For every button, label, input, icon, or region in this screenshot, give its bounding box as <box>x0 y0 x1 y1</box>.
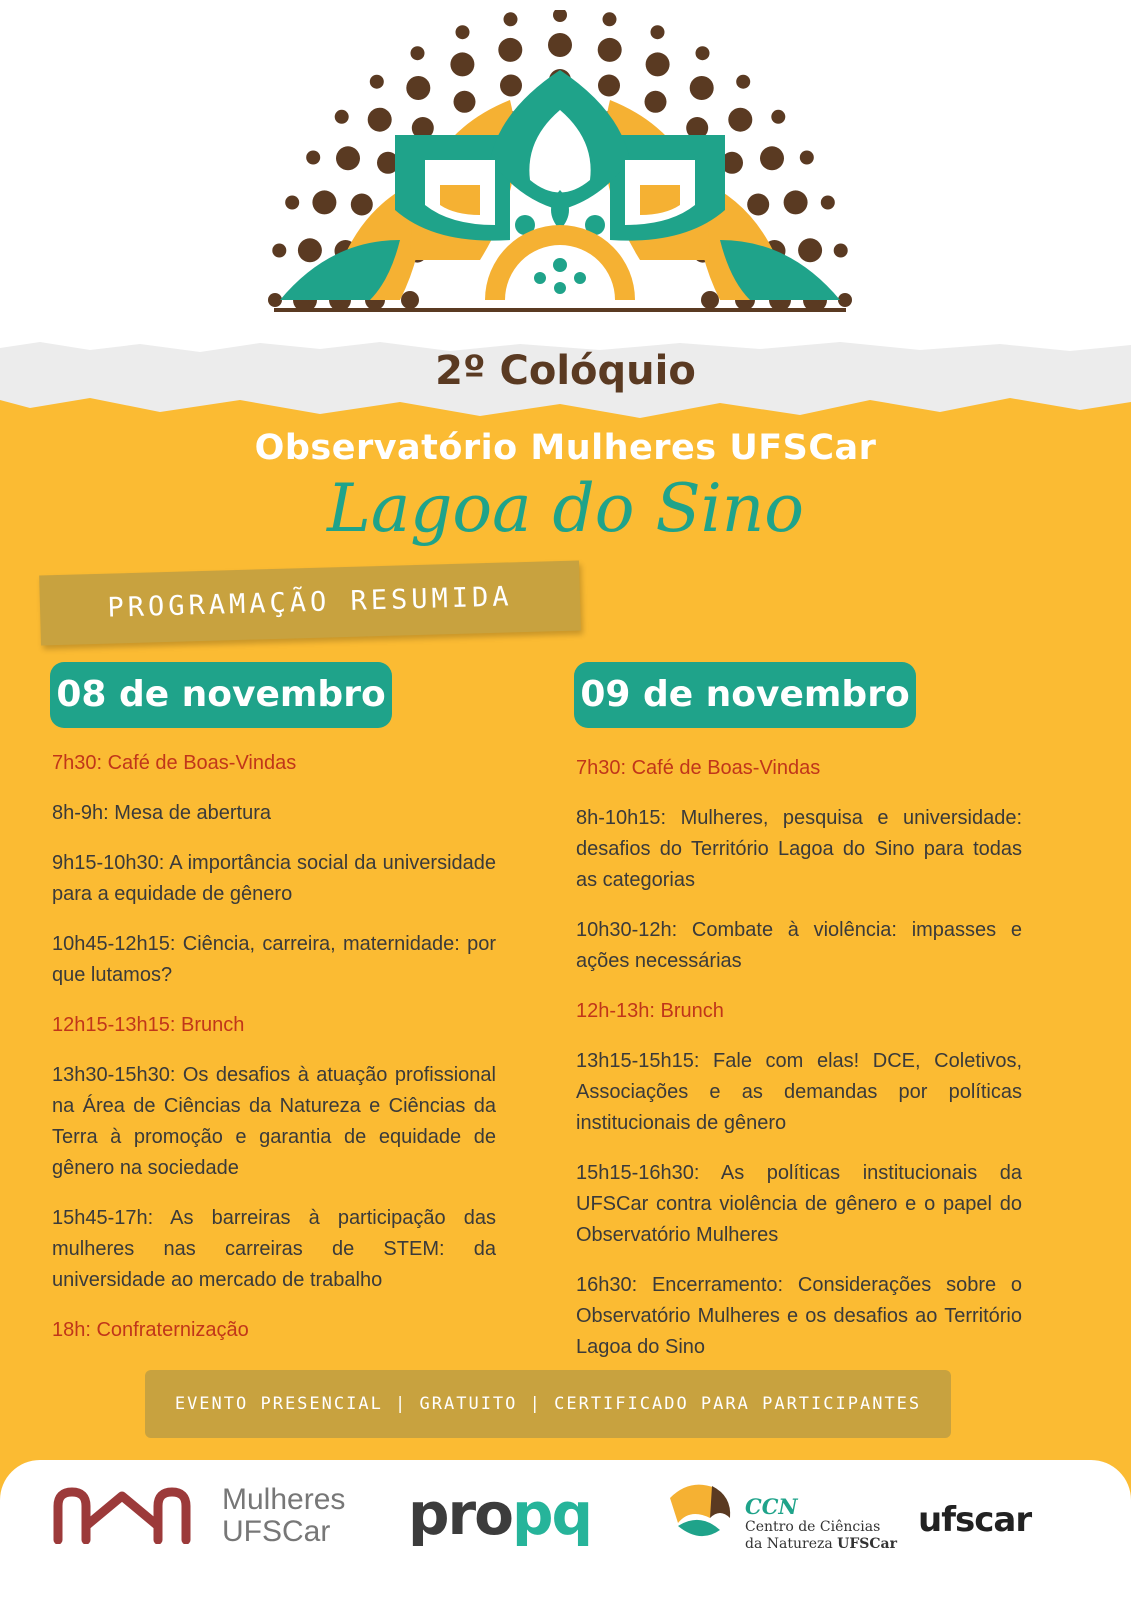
mandala-dot <box>351 194 373 216</box>
mandala-dot <box>690 76 714 100</box>
mandala-dot <box>406 76 430 100</box>
schedule-item: 8h-9h: Mesa de abertura <box>52 802 272 824</box>
mulheres-ufscar-logo-icon <box>52 1486 192 1544</box>
mandala-dot <box>784 190 808 214</box>
ccn-logo-line2b: UFSCar <box>837 1536 898 1552</box>
mandala-dot <box>760 146 784 170</box>
mulheres-ufscar-logo-text <box>222 1484 345 1548</box>
mandala-dot <box>696 46 710 60</box>
mandala-dot <box>401 291 419 309</box>
mandala-dot <box>645 91 667 113</box>
mandala-dot <box>838 293 852 307</box>
day-pill-08 <box>50 662 392 728</box>
observatory-title: Observatório Mulheres UFSCar <box>254 428 877 468</box>
mandala-dot <box>504 12 518 26</box>
schedule-item: 10h45-12h15: Ciência, carreira, maternidade: por que lutamos? <box>52 933 496 986</box>
mandala-dot <box>306 151 320 165</box>
program-banner <box>39 560 581 645</box>
mandala-dot <box>500 75 522 97</box>
mandala-dot <box>285 196 299 210</box>
schedule-item: 7h30: Café de Boas-Vindas <box>576 757 821 779</box>
propq-logo-part1: pro <box>408 1480 512 1548</box>
day-pill-09 <box>574 662 916 728</box>
schedule-item: 12h15-13h15: Brunch <box>52 1014 245 1036</box>
mandala-dot <box>454 91 476 113</box>
schedule-item: 13h30-15h30: Os desafios à atuação profissional na Área de Ciências da Natureza e Ciências da Terra à promoção e garantia de equidade de gênero na sociedade <box>52 1064 496 1179</box>
mandala-dot <box>798 238 822 262</box>
schedule-day-08 <box>52 748 496 1365</box>
mandala-dot <box>598 38 622 62</box>
mulheres-logo-line1: Mulheres <box>222 1483 346 1516</box>
mandala-dot <box>821 196 835 210</box>
ccn-logo-icon <box>660 1478 740 1548</box>
mandala-dot <box>268 293 282 307</box>
schedule-item: 9h15-10h30: A importância social da universidade para a equidade de gênero <box>52 852 496 905</box>
schedule-item: 8h-10h15: Mulheres, pesquisa e universidade: desafios do Território Lagoa do Sino para todas as categorias <box>576 807 1022 891</box>
mandala-dot <box>368 108 392 132</box>
mandala-dot <box>548 33 572 57</box>
colloquium-title: 2º Colóquio <box>435 348 696 394</box>
mandala-dot <box>272 244 286 258</box>
schedule-item: 12h-13h: Brunch <box>576 1000 724 1022</box>
day-label: 08 de novembro <box>56 674 386 715</box>
mandala-dot <box>335 110 349 124</box>
mandala-dot <box>298 238 322 262</box>
mandala-dot <box>736 75 750 89</box>
schedule-item: 18h: Confraternização <box>52 1319 249 1341</box>
mandala-dot <box>800 151 814 165</box>
mandala-dot <box>553 10 567 22</box>
ufscar-logo: ufscar <box>918 1500 1032 1540</box>
ccn-logo-title: CCN <box>745 1494 798 1519</box>
event-info-text: EVENTO PRESENCIAL | GRATUITO | CERTIFICADO PARA PARTICIPANTES <box>174 1394 922 1414</box>
ccn-logo-line1: Centro de Ciências <box>745 1519 881 1535</box>
ccn-logo-line2a: da Natureza <box>745 1536 838 1552</box>
mulheres-logo-line2: UFSCar <box>222 1515 331 1548</box>
mandala-dot <box>603 12 617 26</box>
mandala-dot <box>651 25 665 39</box>
day-label: 09 de novembro <box>580 674 910 715</box>
schedule-item: 10h30-12h: Combate à violência: impasses e ações necessárias <box>576 919 1022 972</box>
mandala-dot <box>598 75 620 97</box>
mandala-dot <box>498 38 522 62</box>
schedule-day-09 <box>576 753 1022 1382</box>
mandala-dot <box>834 244 848 258</box>
event-info-strip <box>145 1370 951 1438</box>
mandala-dot <box>450 52 474 76</box>
propq-logo-part2: pq <box>511 1480 592 1548</box>
ccn-logo-subtitle <box>745 1519 897 1553</box>
mandala-dot <box>701 291 719 309</box>
campus-title: Lagoa do Sino <box>326 470 805 547</box>
mandala-dot <box>336 146 360 170</box>
mandala-logo <box>260 10 860 330</box>
program-banner-label: PROGRAMAÇÃO RESUMIDA <box>107 581 513 624</box>
mandala-dot <box>646 52 670 76</box>
mandala-dot <box>456 25 470 39</box>
mandala-dot <box>747 194 769 216</box>
schedule-item: 7h30: Café de Boas-Vindas <box>52 752 297 774</box>
schedule-item: 16h30: Encerramento: Considerações sobre o Observatório Mulheres e os desafios ao Território Lagoa do Sino <box>576 1274 1022 1358</box>
mandala-dot <box>370 75 384 89</box>
schedule-item: 13h15-15h15: Fale com elas! DCE, Coletivos, Associações e as demandas por políticas institucionais de gênero <box>576 1050 1022 1134</box>
mandala-dot <box>771 110 785 124</box>
schedule-item: 15h15-16h30: As políticas institucionais da UFSCar contra violência de gênero e o papel do Observatório Mulheres <box>576 1162 1022 1246</box>
schedule-item: 15h45-17h: As barreiras à participação das mulheres nas carreiras de STEM: da universidade ao mercado de trabalho <box>52 1207 496 1291</box>
propq-logo <box>408 1480 591 1548</box>
mandala-dot <box>411 46 425 60</box>
mandala-dot <box>728 108 752 132</box>
mandala-dot <box>312 190 336 214</box>
